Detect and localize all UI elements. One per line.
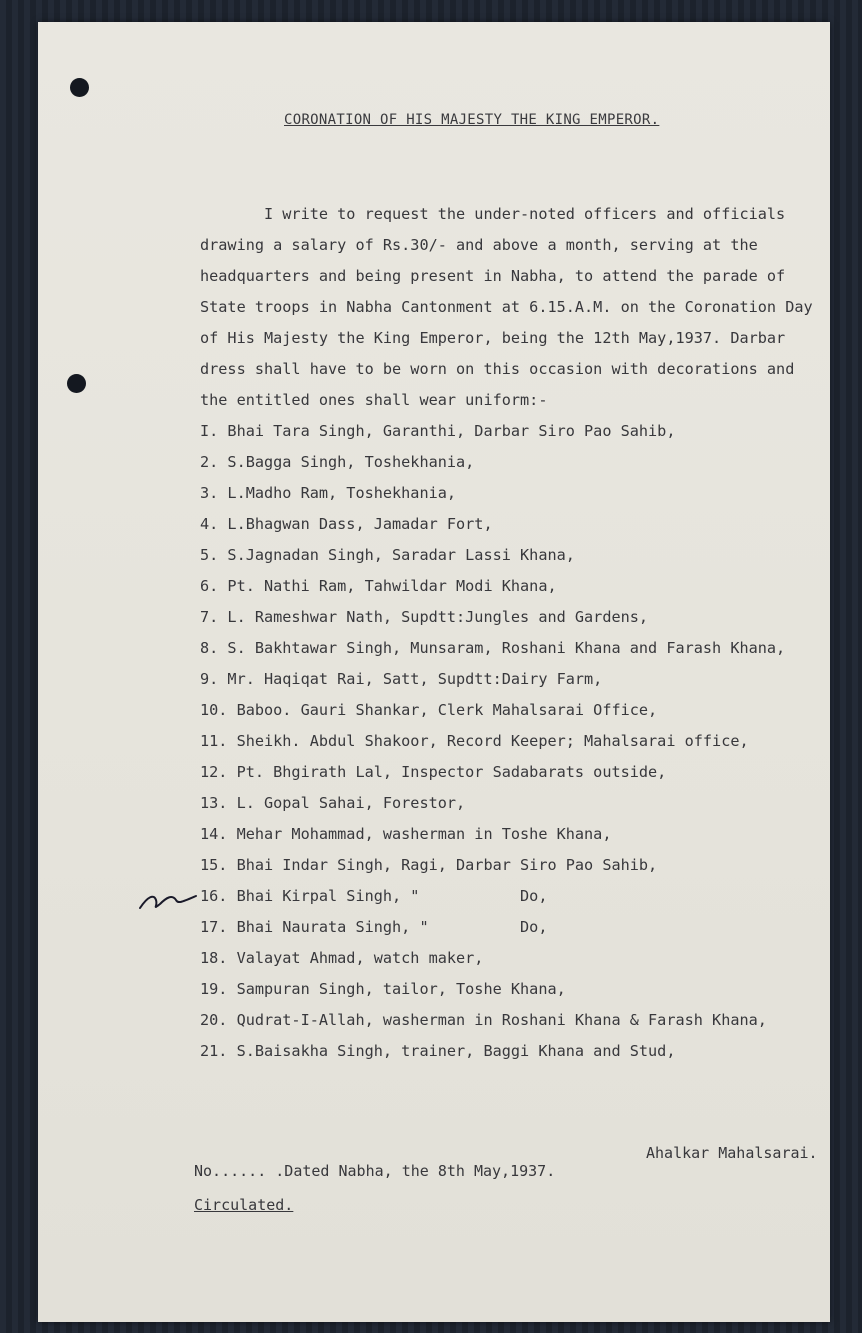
list-item: 13. L. Gopal Sahai, Forestor,: [200, 794, 466, 812]
list-item: 12. Pt. Bhgirath Lal, Inspector Sadabarats outside,: [200, 763, 667, 781]
list-item: 8. S. Bakhtawar Singh, Munsaram, Roshani Khana and Farash Khana,: [200, 639, 786, 657]
dated-line: No...... .Dated Nabha, the 8th May,1937.: [194, 1162, 556, 1180]
document-title: CORONATION OF HIS MAJESTY THE KING EMPEROR.: [284, 112, 660, 128]
list-item: 7. L. Rameshwar Nath, Supdtt:Jungles and Gardens,: [200, 608, 649, 626]
list-item: 16. Bhai Kirpal Singh, " Do,: [200, 887, 548, 905]
list-item: 19. Sampuran Singh, tailor, Toshe Khana,: [200, 980, 566, 998]
intro-line: State troops in Nabha Cantonment at 6.15.A.M. on the Coronation Day: [200, 298, 813, 316]
circulated-note: Circulated.: [194, 1196, 294, 1214]
list-item: 15. Bhai Indar Singh, Ragi, Darbar Siro Pao Sahib,: [200, 856, 658, 874]
list-item: 5. S.Jagnadan Singh, Saradar Lassi Khana,: [200, 546, 575, 564]
intro-line: headquarters and being present in Nabha, to attend the parade of: [200, 267, 786, 285]
list-item: 21. S.Baisakha Singh, trainer, Baggi Khana and Stud,: [200, 1042, 676, 1060]
list-item: 14. Mehar Mohammad, washerman in Toshe Khana,: [200, 825, 612, 843]
list-item: I. Bhai Tara Singh, Garanthi, Darbar Siro Pao Sahib,: [200, 422, 676, 440]
list-item: 6. Pt. Nathi Ram, Tahwildar Modi Khana,: [200, 577, 557, 595]
list-item: 4. L.Bhagwan Dass, Jamadar Fort,: [200, 515, 493, 533]
intro-line: the entitled ones shall wear uniform:-: [200, 391, 548, 409]
list-item: 11. Sheikh. Abdul Shakoor, Record Keeper; Mahalsarai office,: [200, 732, 749, 750]
intro-line: drawing a salary of Rs.30/- and above a month, serving at the: [200, 236, 758, 254]
list-item: 20. Qudrat-I-Allah, washerman in Roshani Khana & Farash Khana,: [200, 1011, 767, 1029]
punch-hole: [70, 78, 89, 97]
document-page: [38, 22, 830, 1322]
list-item: 10. Baboo. Gauri Shankar, Clerk Mahalsarai Office,: [200, 701, 658, 719]
list-item: 3. L.Madho Ram, Toshekhania,: [200, 484, 457, 502]
intro-line: dress shall have to be worn on this occasion with decorations and: [200, 360, 795, 378]
signature-block: Ahalkar Mahalsarai.: [646, 1144, 818, 1162]
list-item: 2. S.Bagga Singh, Toshekhania,: [200, 453, 475, 471]
intro-line: I write to request the under-noted officers and officials: [200, 205, 786, 223]
list-item: 17. Bhai Naurata Singh, " Do,: [200, 918, 548, 936]
list-item: 9. Mr. Haqiqat Rai, Satt, Supdtt:Dairy Farm,: [200, 670, 603, 688]
handwritten-tick-mark: [138, 886, 198, 916]
intro-line: of His Majesty the King Emperor, being the 12th May,1937. Darbar: [200, 329, 786, 347]
punch-hole: [67, 374, 86, 393]
list-item: 18. Valayat Ahmad, watch maker,: [200, 949, 484, 967]
